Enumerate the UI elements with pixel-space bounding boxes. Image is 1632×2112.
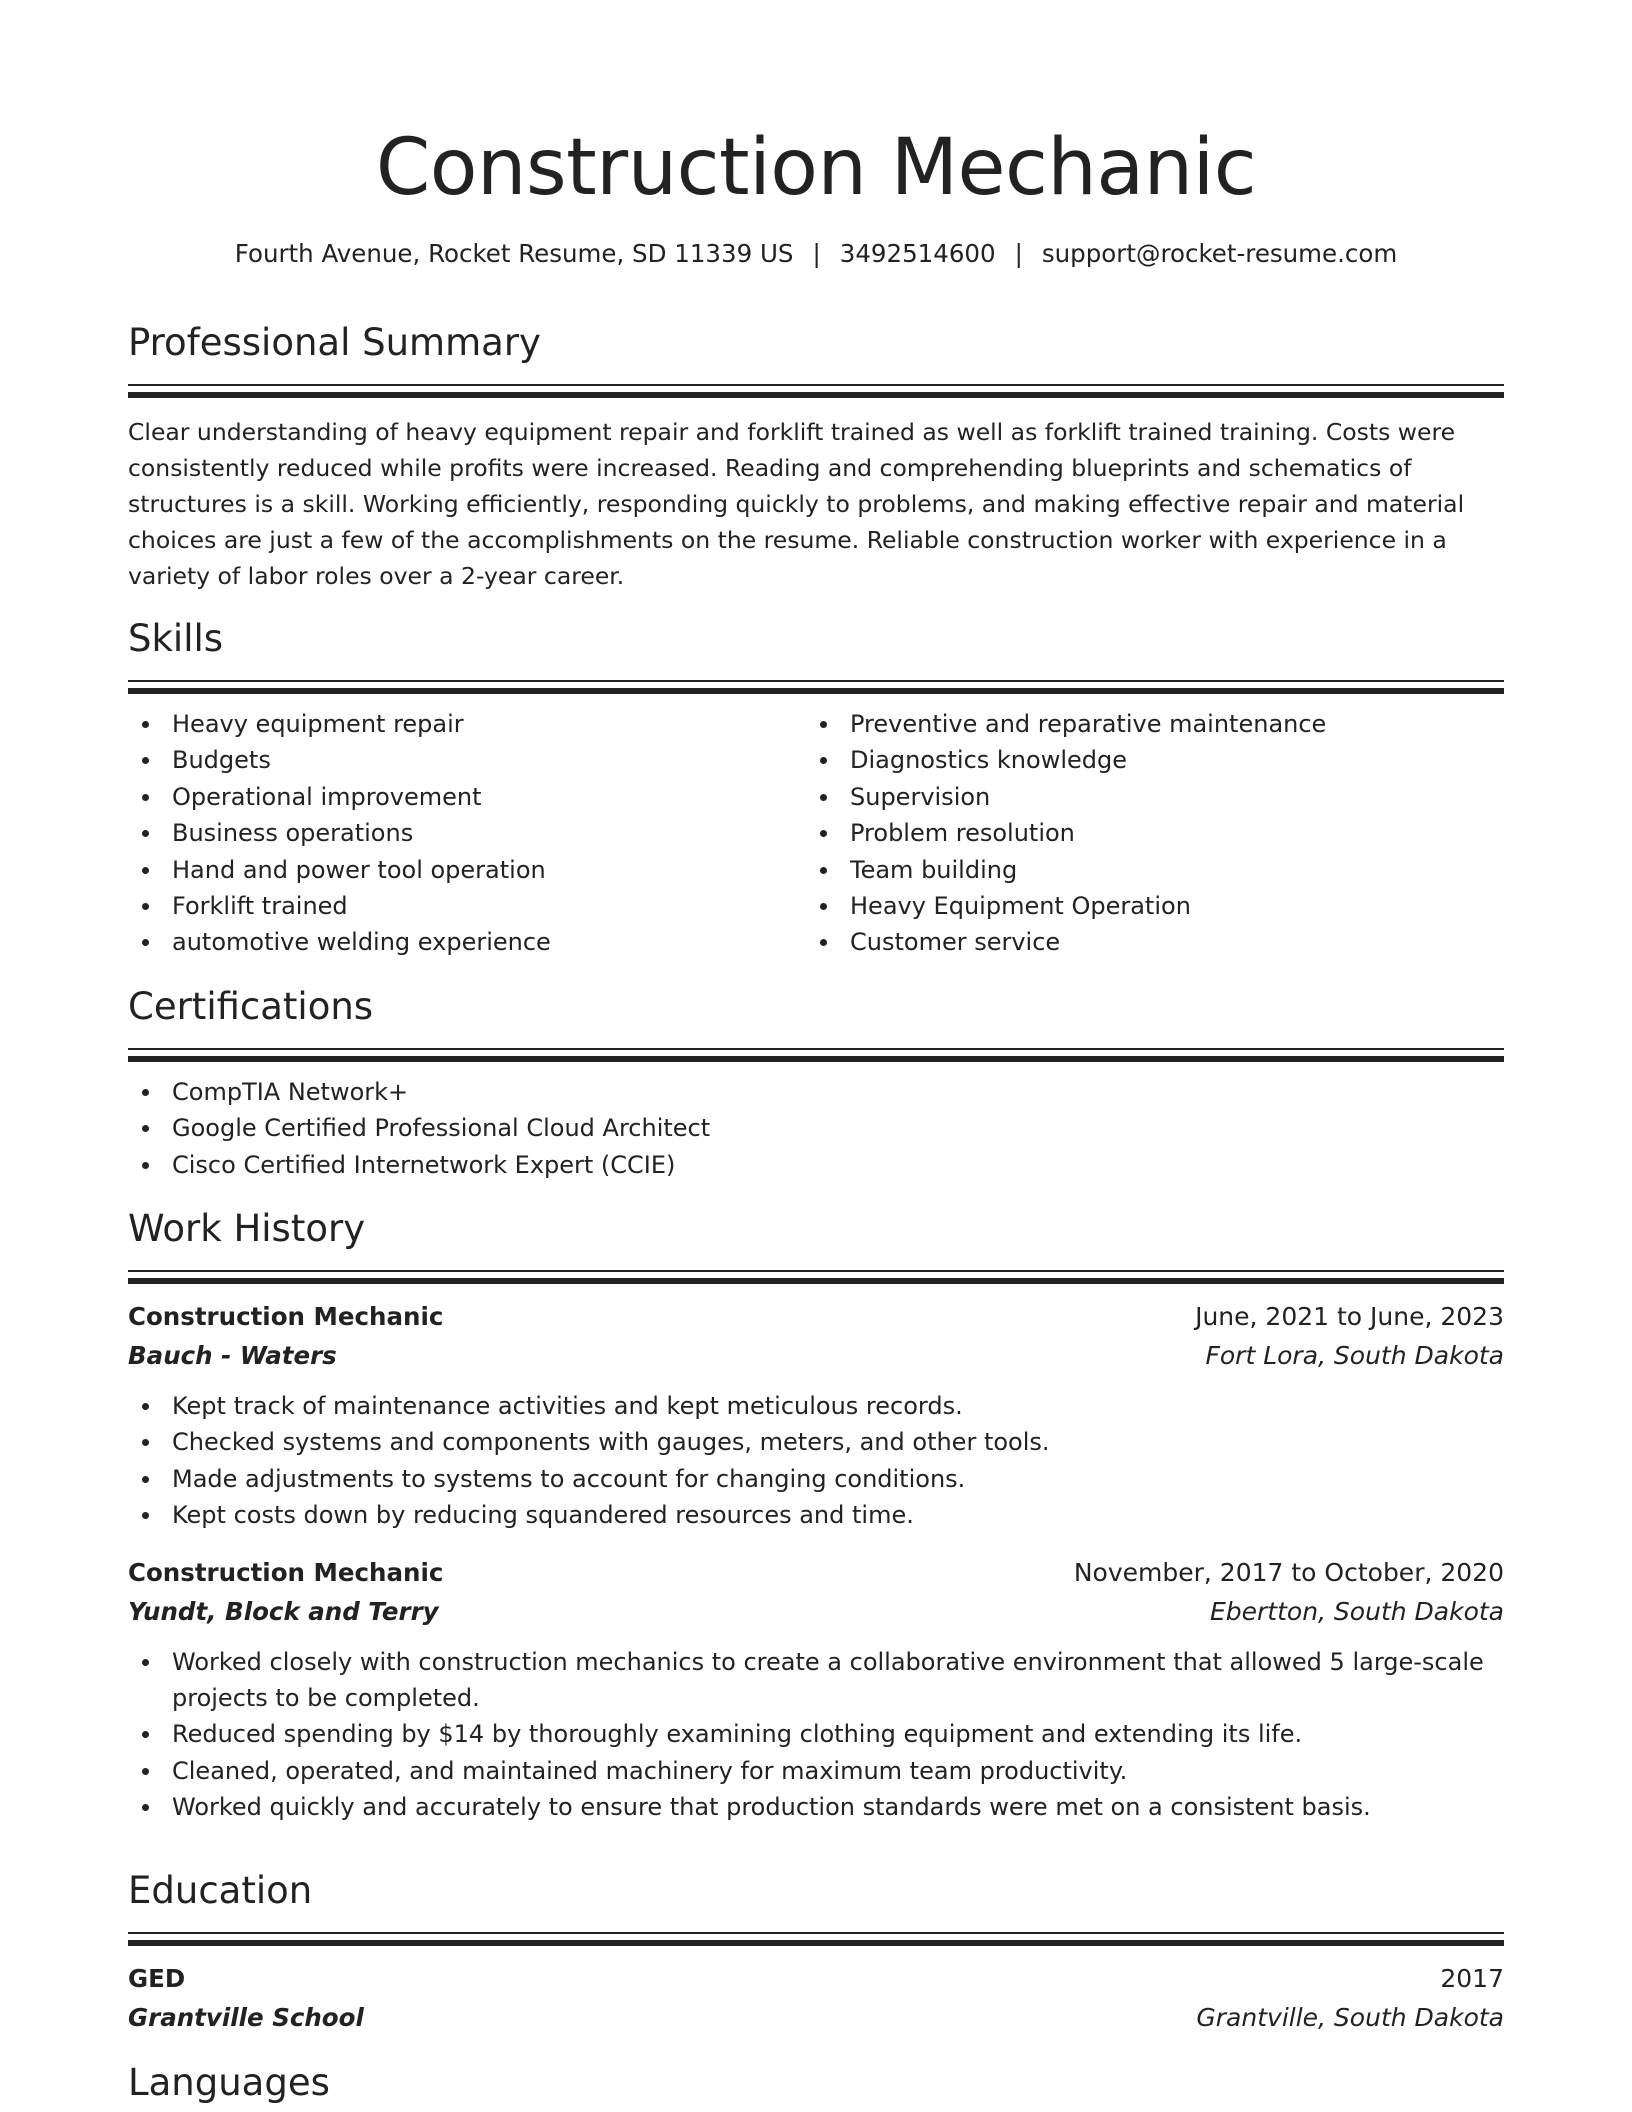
job-entry <box>128 1554 1504 1826</box>
job-title: Construction Mechanic <box>128 1557 444 1587</box>
skill-item: Team building <box>806 852 1484 888</box>
school-name: Grantville School <box>128 2003 364 2032</box>
education-school-row <box>128 1998 1504 2038</box>
job-bullet: Kept costs down by reducing squandered resources and time. <box>128 1497 1504 1533</box>
section-title-certifications: Certifications <box>128 985 374 1028</box>
section-title-skills: Skills <box>128 617 224 660</box>
skill-item: Forklift trained <box>128 888 806 924</box>
skill-item: Diagnostics knowledge <box>806 742 1484 778</box>
job-bullet: Kept track of maintenance activities and kept meticulous records. <box>128 1388 1504 1424</box>
education-header-row <box>128 1960 1504 1998</box>
school-location: Grantville, South Dakota <box>1196 2003 1504 2032</box>
skill-item: Supervision <box>806 779 1484 815</box>
job-dates: June, 2021 to June, 2023 <box>1195 1302 1504 1331</box>
email-link[interactable]: support@rocket-resume.com <box>1041 239 1398 268</box>
job-bullet: Made adjustments to systems to account for changing conditions. <box>128 1461 1504 1497</box>
contact-line <box>128 237 1504 271</box>
section-title-languages: Languages <box>128 2061 330 2104</box>
separator: | <box>1014 239 1023 268</box>
section-divider <box>128 384 1504 398</box>
section-title-work-history: Work History <box>128 1207 366 1250</box>
education-section <box>128 1866 1504 2038</box>
job-bullets <box>128 1388 1504 1534</box>
job-bullet: Worked quickly and accurately to ensure that production standards were met on a consistent basis. <box>128 1789 1504 1825</box>
job-company: Yundt, Block and Terry <box>128 1596 439 1626</box>
certification-item: Cisco Certified Internetwork Expert (CCIE) <box>128 1147 1504 1183</box>
skill-item: automotive welding experience <box>128 924 806 960</box>
summary-text: Clear understanding of heavy equipment repair and forklift trained as well as forklift trained training. Costs were consistently reduced while profits were increased. Reading and comprehending blueprints and schematics of structures is a skill. Working efficiently, responding quickly to problems, and making effective repair and material choices are just a few of the accomplishments on the resume. Reliable construction worker with experience in a variety of labor roles over a 2-year career. <box>128 418 1465 590</box>
degree: GED <box>128 1964 186 1993</box>
section-title-summary: Professional Summary <box>128 321 541 364</box>
job-header-row <box>128 1554 1504 1592</box>
job-title: Construction Mechanic <box>128 1302 444 1331</box>
job-location: Ebertton, South Dakota <box>1209 1596 1504 1626</box>
job-entry <box>128 1298 1504 1534</box>
section-divider <box>128 1270 1504 1284</box>
skill-item: Customer service <box>806 924 1484 960</box>
skill-item: Budgets <box>128 742 806 778</box>
certifications-list <box>128 1074 1504 1183</box>
job-bullet: Checked systems and components with gauges, meters, and other tools. <box>128 1424 1504 1460</box>
skills-section <box>128 614 1504 961</box>
address: Fourth Avenue, Rocket Resume, SD 11339 US <box>234 239 794 268</box>
certification-item: CompTIA Network+ <box>128 1074 1504 1110</box>
skill-item: Operational improvement <box>128 779 806 815</box>
skill-item: Heavy equipment repair <box>128 706 806 742</box>
candidate-name: Construction Mechanic <box>375 123 1257 213</box>
education-entry <box>128 1960 1504 2038</box>
job-bullet: Reduced spending by $14 by thoroughly examining clothing equipment and extending its life. <box>128 1716 1504 1752</box>
phone: 3492514600 <box>839 239 996 268</box>
job-dates: November, 2017 to October, 2020 <box>1073 1557 1504 1587</box>
job-company: Bauch - Waters <box>128 1341 337 1370</box>
certification-item: Google Certified Professional Cloud Architect <box>128 1110 1504 1146</box>
skills-column-right <box>806 706 1484 961</box>
job-location: Fort Lora, South Dakota <box>1205 1341 1504 1370</box>
job-company-row <box>128 1592 1504 1632</box>
work-history-section <box>128 1204 1504 1826</box>
skill-item: Hand and power tool operation <box>128 852 806 888</box>
skills-grid <box>128 706 1504 961</box>
summary-section <box>128 318 1504 594</box>
job-bullet: Worked closely with construction mechanics to create a collaborative environment that allowed 5 large-scale projects to be completed. <box>128 1644 1504 1717</box>
certifications-section <box>128 982 1504 1183</box>
graduation-year: 2017 <box>1440 1964 1504 1993</box>
job-company-row <box>128 1336 1504 1376</box>
languages-section <box>128 2058 1504 2108</box>
section-divider <box>128 1048 1504 1062</box>
skills-column-left <box>128 706 806 961</box>
job-bullet: Cleaned, operated, and maintained machinery for maximum team productivity. <box>128 1753 1504 1789</box>
skill-item: Problem resolution <box>806 815 1484 851</box>
job-header-row <box>128 1298 1504 1336</box>
section-divider <box>128 1932 1504 1946</box>
section-divider <box>128 680 1504 694</box>
skill-item: Business operations <box>128 815 806 851</box>
job-bullets <box>128 1644 1504 1826</box>
skill-item: Preventive and reparative maintenance <box>806 706 1484 742</box>
skill-item: Heavy Equipment Operation <box>806 888 1484 924</box>
separator: | <box>812 239 821 268</box>
section-title-education: Education <box>128 1869 313 1912</box>
